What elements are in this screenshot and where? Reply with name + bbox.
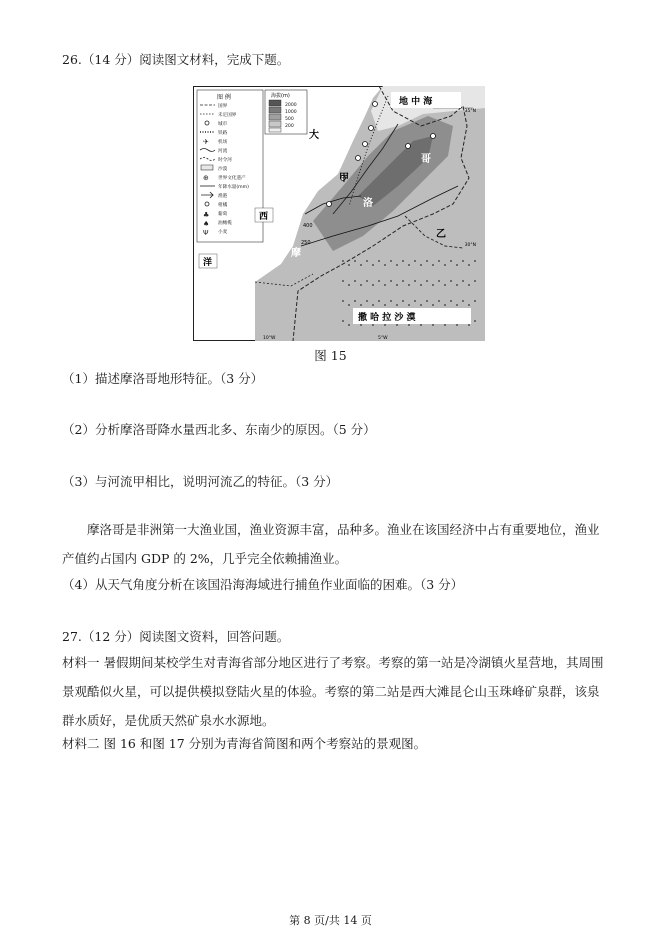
q26-heading: 26.（14 分）阅读图文材料，完成下题。 [62,52,290,67]
label-luo: 洛 [363,198,373,209]
legend-item: 年降水量(mm) [218,185,249,190]
legend-item: 国界 [218,104,228,109]
legend-item: 渔港 [218,194,228,199]
svg-text:✈: ✈ [203,138,209,146]
legend-title: 图 例 [217,94,231,101]
svg-text:♠: ♠ [203,220,210,228]
label-lon10: 10°W [263,336,276,341]
elevation-level: 200 [285,124,294,129]
q27-material2: 材料二 图 16 和图 17 分别为青海省简图和两个考察站的景观图。 [62,736,427,751]
legend-item: 铁路 [218,131,228,136]
label-yang: 洋 [203,258,213,268]
label-isohyet-250: 250 [301,240,311,246]
label-mo: 摩 [291,248,301,259]
legend-item: 油橄榄 [218,221,232,226]
question-4: （4）从天气角度分析在该国沿海海域进行捕鱼作业面临的困难。（3 分） [62,577,464,592]
legend-item: 河流 [218,149,228,154]
elevation-title: 海拔(m) [271,93,290,99]
label-jia: 甲 [339,173,349,184]
elevation-level: 500 [285,117,294,122]
q26-material [62,515,607,573]
svg-text:Ψ: Ψ [203,229,209,237]
page-footer: 第 8 页/共 14 页 [289,914,372,927]
legend-item: 葡萄 [218,212,228,217]
svg-text:⊕: ⊕ [203,174,209,182]
legend-item: 城市 [218,122,228,127]
label-xi: 西 [259,212,269,222]
question-2: （2）分析摩洛哥降水量西北多、东南少的原因。（5 分） [62,422,376,437]
elevation-level: 2000 [285,103,297,108]
figure-caption: 图 15 [314,348,347,363]
legend-item: 柑橘 [218,203,228,208]
q27-heading: 27.（12 分）阅读图文资料，回答问题。 [62,629,290,644]
label-sahara: 撒 哈 拉 沙 漠 [358,313,416,323]
label-da: 大 [309,130,319,141]
q27-material1 [62,648,607,735]
legend-item: 机场 [218,140,228,145]
elevation-level: 1000 [285,110,297,115]
label-yi: 乙 [436,229,446,240]
label-lat35: 35°N [464,109,476,114]
q27-material1-text: 材料一 暑假期间某校学生对青海省部分地区进行了考察。考察的第一站是冷湖镇火星营地，其周围景观酷似火星，可以提供模拟登陆火星的体验。考察的第二站是西大滩昆仑山玉珠峰矿泉群，该泉群水质好，是优质天然矿泉水水源地。 [62,655,604,728]
label-lat30: 30°N [464,243,476,248]
legend-item: 世界文化遗产 [218,176,246,181]
label-lon5: 5°W [378,336,388,341]
question-3: （3）与河流甲相比，说明河流乙的特征。（3 分） [62,474,339,489]
legend-item: 时令河 [218,158,232,163]
legend-item: 未定国界 [218,113,237,118]
legend-item: 小麦 [218,230,228,235]
q26-material-text: 摩洛哥是非洲第一大渔业国，渔业资源丰富，品种多。渔业在该国经济中占有重要地位，渔业产值约占国内 GDP 的 2%，几乎完全依赖捕渔业。 [62,522,600,566]
svg-text:♣: ♣ [203,211,210,219]
label-mediterranean: 地 中 海 [399,97,433,107]
label-ge: 哥 [421,154,431,165]
label-isohyet-400: 400 [303,223,313,229]
morocco-map-figure [193,86,485,341]
legend-item: 沙漠 [218,167,228,172]
question-1: （1）描述摩洛哥地形特征。（3 分） [62,371,264,386]
